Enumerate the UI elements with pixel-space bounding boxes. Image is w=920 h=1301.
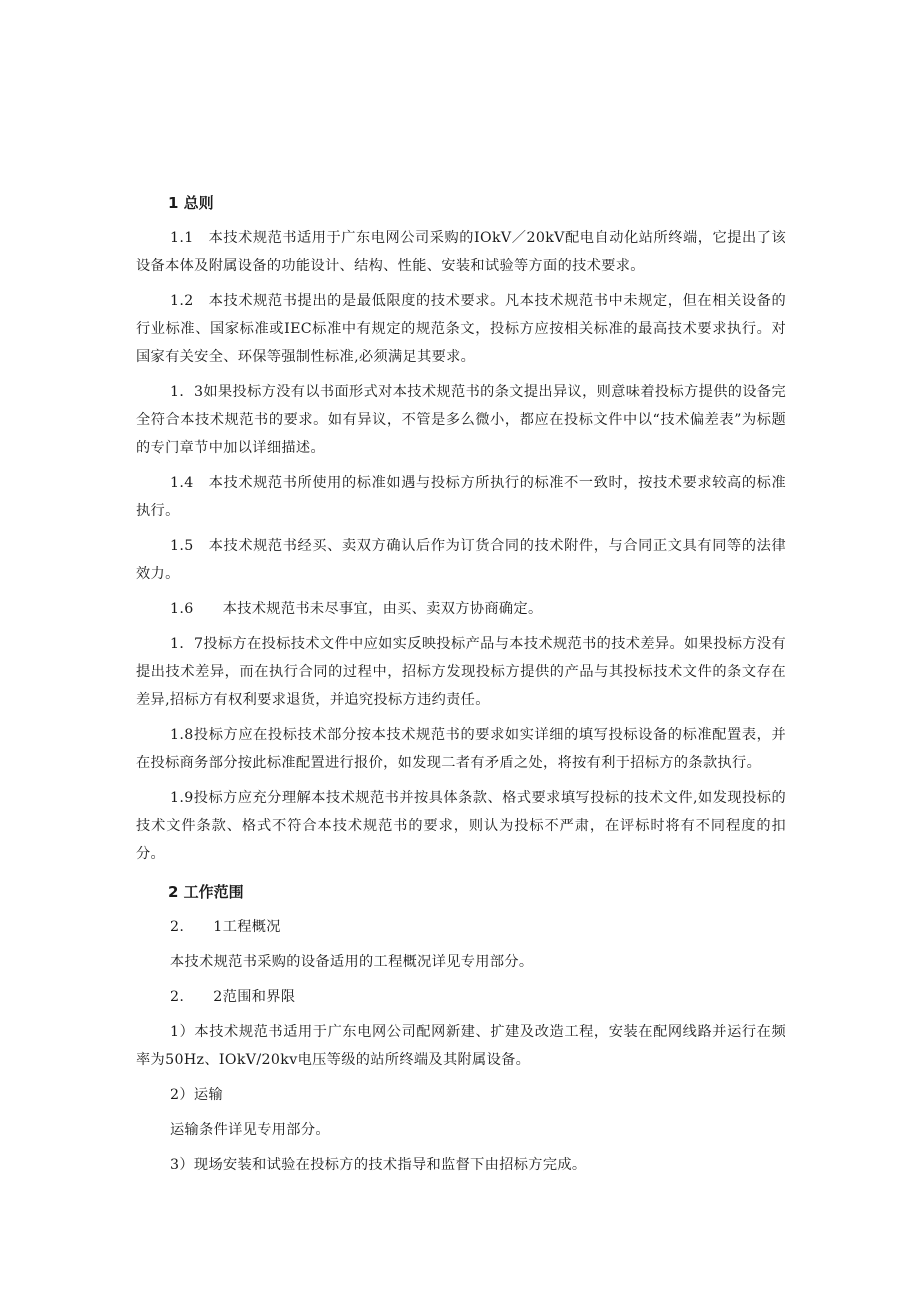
subsection-2-2-heading: 2. 2范围和界限 [170, 989, 296, 1005]
section-heading-scope: 2 工作范围 [168, 883, 244, 901]
paragraph-1-2: 1.2 本技术规范书提出的是最低限度的技术要求。凡本技术规范书中未规定，但在相关设备的行业标准、国家标准或IEC标准中有规定的规范条文，投标方应按相关标准的最高技术要求执行。对国家有关安全、环保等强制性标准,必须满足其要求。 [136, 293, 786, 365]
section-heading-general: 1 总则 [168, 194, 214, 212]
paragraph-2-2-item-1: 1）本技术规范书适用于广东电网公司配网新建、扩建及改造工程，安装在配网线路并运行在频率为50Hz、IOkV/20kv电压等级的站所终端及其附属设备。 [136, 1024, 786, 1068]
paragraph-2-2-transport: 运输条件详见专用部分。 [170, 1122, 330, 1138]
paragraph-2-1-body: 本技术规范书采购的设备适用的工程概况详见专用部分。 [170, 954, 534, 970]
document-page [136, 190, 786, 1186]
paragraph-1-9: 1.9投标方应充分理解本技术规范书并按具体条款、格式要求填写投标的技术文件,如发现投标的技术文件条款、格式不符合本技术规范书的要求，则认为投标不严肃，在评标时将有不同程度的扣分。 [136, 790, 786, 862]
subsection-2-1-heading: 2. 1工程概况 [170, 919, 281, 935]
paragraph-1-4: 1.4 本技术规范书所使用的标准如遇与投标方所执行的标准不一致时，按技术要求较高的标准执行。 [136, 475, 786, 519]
paragraph-1-3: 1．3如果投标方没有以书面形式对本技术规范书的条文提出异议，则意味着投标方提供的设备完全符合本技术规范书的要求。如有异议，不管是多么微小，都应在投标文件中以“技术偏差表”为标题的专门章节中加以详细描述。 [136, 384, 786, 456]
paragraph-1-8: 1.8投标方应在投标技术部分按本技术规范书的要求如实详细的填写投标设备的标准配置表，并在投标商务部分按此标准配置进行报价，如发现二者有矛盾之处，将按有利于招标方的条款执行。 [136, 727, 786, 771]
paragraph-1-6: 1.6 本技术规范书未尽事宜，由买、卖双方协商确定。 [170, 601, 543, 617]
paragraph-2-2-item-3: 3）现场安装和试验在投标方的技术指导和监督下由招标方完成。 [170, 1157, 587, 1173]
paragraph-1-7: 1．7投标方在投标技术文件中应如实反映投标产品与本技术规范书的技术差异。如果投标方没有提出技术差异，而在执行合同的过程中，招标方发现投标方提供的产品与其投标技术文件的条文存在差异,招标方有权利要求退货，并追究投标方违约责任。 [136, 636, 786, 708]
paragraph-1-1: 1.1 本技术规范书适用于广东电网公司采购的IOkV／20kV配电自动化站所终端，它提出了该设备本体及附属设备的功能设计、结构、性能、安装和试验等方面的技术要求。 [136, 230, 786, 274]
paragraph-1-5: 1.5 本技术规范书经买、卖双方确认后作为订货合同的技术附件，与合同正文具有同等的法律效力。 [136, 538, 786, 582]
paragraph-2-2-item-2: 2）运输 [170, 1087, 223, 1103]
